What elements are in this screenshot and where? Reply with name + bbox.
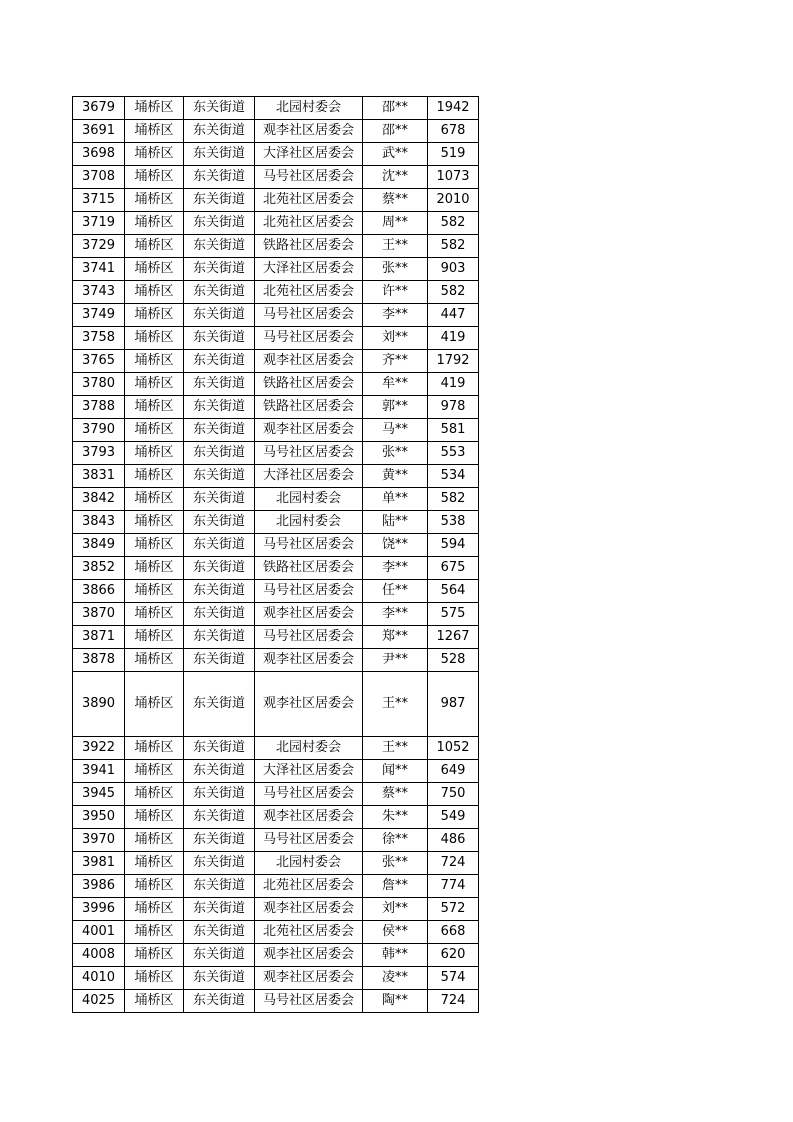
cell-district: 埇桥区	[125, 990, 184, 1013]
table-row	[73, 350, 479, 373]
cell-name: 闻**	[363, 760, 428, 783]
cell-committee: 观李社区居委会	[255, 649, 363, 672]
cell-amount: 668	[428, 921, 479, 944]
table-row	[73, 672, 479, 737]
cell-id: 3758	[73, 327, 125, 350]
cell-id: 3741	[73, 258, 125, 281]
cell-name: 周**	[363, 212, 428, 235]
cell-id: 3941	[73, 760, 125, 783]
cell-id: 4025	[73, 990, 125, 1013]
cell-street: 东关街道	[184, 760, 255, 783]
cell-name: 李**	[363, 603, 428, 626]
table-row	[73, 212, 479, 235]
cell-name: 陆**	[363, 511, 428, 534]
cell-name: 郭**	[363, 396, 428, 419]
cell-name: 邵**	[363, 97, 428, 120]
cell-district: 埇桥区	[125, 737, 184, 760]
cell-district: 埇桥区	[125, 852, 184, 875]
cell-name: 朱**	[363, 806, 428, 829]
cell-committee: 观李社区居委会	[255, 967, 363, 990]
table-row	[73, 944, 479, 967]
cell-committee: 北园村委会	[255, 852, 363, 875]
cell-name: 张**	[363, 852, 428, 875]
cell-amount: 582	[428, 281, 479, 304]
cell-district: 埇桥区	[125, 511, 184, 534]
cell-street: 东关街道	[184, 990, 255, 1013]
cell-district: 埇桥区	[125, 442, 184, 465]
cell-id: 3970	[73, 829, 125, 852]
cell-id: 3870	[73, 603, 125, 626]
cell-name: 刘**	[363, 898, 428, 921]
cell-id: 3793	[73, 442, 125, 465]
cell-district: 埇桥区	[125, 189, 184, 212]
cell-committee: 北苑社区居委会	[255, 189, 363, 212]
cell-amount: 582	[428, 212, 479, 235]
table-row	[73, 488, 479, 511]
cell-committee: 北苑社区居委会	[255, 875, 363, 898]
cell-name: 任**	[363, 580, 428, 603]
table-row	[73, 534, 479, 557]
cell-committee: 北苑社区居委会	[255, 212, 363, 235]
table-row	[73, 626, 479, 649]
cell-district: 埇桥区	[125, 898, 184, 921]
cell-name: 马**	[363, 419, 428, 442]
cell-district: 埇桥区	[125, 921, 184, 944]
cell-name: 蔡**	[363, 783, 428, 806]
cell-amount: 678	[428, 120, 479, 143]
cell-name: 牟**	[363, 373, 428, 396]
cell-committee: 马号社区居委会	[255, 166, 363, 189]
cell-committee: 马号社区居委会	[255, 626, 363, 649]
cell-id: 3788	[73, 396, 125, 419]
cell-district: 埇桥区	[125, 626, 184, 649]
cell-street: 东关街道	[184, 488, 255, 511]
cell-district: 埇桥区	[125, 258, 184, 281]
table-row	[73, 120, 479, 143]
cell-id: 3842	[73, 488, 125, 511]
table-row	[73, 373, 479, 396]
cell-street: 东关街道	[184, 649, 255, 672]
cell-committee: 铁路社区居委会	[255, 235, 363, 258]
cell-name: 徐**	[363, 829, 428, 852]
cell-amount: 528	[428, 649, 479, 672]
table-row	[73, 304, 479, 327]
cell-committee: 大泽社区居委会	[255, 465, 363, 488]
cell-district: 埇桥区	[125, 465, 184, 488]
cell-committee: 马号社区居委会	[255, 580, 363, 603]
cell-street: 东关街道	[184, 580, 255, 603]
cell-committee: 北苑社区居委会	[255, 921, 363, 944]
cell-district: 埇桥区	[125, 829, 184, 852]
cell-id: 3831	[73, 465, 125, 488]
table-row	[73, 737, 479, 760]
cell-amount: 620	[428, 944, 479, 967]
table-row	[73, 166, 479, 189]
cell-district: 埇桥区	[125, 783, 184, 806]
cell-district: 埇桥区	[125, 304, 184, 327]
table-row	[73, 783, 479, 806]
cell-committee: 观李社区居委会	[255, 806, 363, 829]
table-row	[73, 396, 479, 419]
cell-amount: 724	[428, 852, 479, 875]
cell-amount: 549	[428, 806, 479, 829]
table-row	[73, 281, 479, 304]
cell-street: 东关街道	[184, 603, 255, 626]
cell-amount: 564	[428, 580, 479, 603]
cell-street: 东关街道	[184, 783, 255, 806]
cell-district: 埇桥区	[125, 760, 184, 783]
cell-district: 埇桥区	[125, 143, 184, 166]
cell-district: 埇桥区	[125, 534, 184, 557]
cell-committee: 马号社区居委会	[255, 783, 363, 806]
cell-name: 许**	[363, 281, 428, 304]
cell-committee: 铁路社区居委会	[255, 557, 363, 580]
cell-street: 东关街道	[184, 534, 255, 557]
cell-name: 单**	[363, 488, 428, 511]
cell-id: 3679	[73, 97, 125, 120]
cell-name: 郑**	[363, 626, 428, 649]
cell-id: 3981	[73, 852, 125, 875]
cell-id: 3945	[73, 783, 125, 806]
cell-committee: 观李社区居委会	[255, 672, 363, 737]
cell-id: 3715	[73, 189, 125, 212]
cell-amount: 582	[428, 235, 479, 258]
cell-id: 3698	[73, 143, 125, 166]
table-row	[73, 442, 479, 465]
cell-id: 4010	[73, 967, 125, 990]
cell-id: 3996	[73, 898, 125, 921]
cell-id: 3922	[73, 737, 125, 760]
table-row	[73, 967, 479, 990]
cell-street: 东关街道	[184, 944, 255, 967]
table-row	[73, 143, 479, 166]
cell-id: 3729	[73, 235, 125, 258]
cell-amount: 419	[428, 327, 479, 350]
cell-name: 蔡**	[363, 189, 428, 212]
cell-amount: 1792	[428, 350, 479, 373]
table-row	[73, 557, 479, 580]
cell-street: 东关街道	[184, 511, 255, 534]
cell-amount: 978	[428, 396, 479, 419]
cell-committee: 北园村委会	[255, 511, 363, 534]
cell-street: 东关街道	[184, 465, 255, 488]
cell-street: 东关街道	[184, 967, 255, 990]
cell-street: 东关街道	[184, 97, 255, 120]
cell-street: 东关街道	[184, 350, 255, 373]
cell-id: 3878	[73, 649, 125, 672]
cell-amount: 582	[428, 488, 479, 511]
cell-amount: 750	[428, 783, 479, 806]
cell-name: 齐**	[363, 350, 428, 373]
cell-id: 3849	[73, 534, 125, 557]
cell-amount: 534	[428, 465, 479, 488]
cell-name: 饶**	[363, 534, 428, 557]
cell-street: 东关街道	[184, 235, 255, 258]
cell-name: 韩**	[363, 944, 428, 967]
cell-id: 3986	[73, 875, 125, 898]
cell-street: 东关街道	[184, 852, 255, 875]
cell-street: 东关街道	[184, 898, 255, 921]
cell-amount: 574	[428, 967, 479, 990]
cell-id: 4008	[73, 944, 125, 967]
table-row	[73, 258, 479, 281]
cell-name: 张**	[363, 258, 428, 281]
cell-amount: 447	[428, 304, 479, 327]
table-row	[73, 829, 479, 852]
cell-street: 东关街道	[184, 189, 255, 212]
cell-committee: 观李社区居委会	[255, 350, 363, 373]
cell-name: 王**	[363, 672, 428, 737]
table-row	[73, 511, 479, 534]
cell-name: 邵**	[363, 120, 428, 143]
table-row	[73, 419, 479, 442]
table-row	[73, 235, 479, 258]
cell-street: 东关街道	[184, 829, 255, 852]
table-row	[73, 921, 479, 944]
cell-amount: 572	[428, 898, 479, 921]
table-row	[73, 875, 479, 898]
cell-street: 东关街道	[184, 806, 255, 829]
cell-street: 东关街道	[184, 373, 255, 396]
cell-committee: 北苑社区居委会	[255, 281, 363, 304]
table-row	[73, 898, 479, 921]
cell-street: 东关街道	[184, 626, 255, 649]
cell-street: 东关街道	[184, 875, 255, 898]
cell-committee: 观李社区居委会	[255, 603, 363, 626]
cell-name: 詹**	[363, 875, 428, 898]
cell-name: 陶**	[363, 990, 428, 1013]
cell-id: 4001	[73, 921, 125, 944]
cell-district: 埇桥区	[125, 944, 184, 967]
table-row	[73, 990, 479, 1013]
cell-committee: 大泽社区居委会	[255, 760, 363, 783]
cell-id: 3790	[73, 419, 125, 442]
cell-amount: 538	[428, 511, 479, 534]
cell-amount: 2010	[428, 189, 479, 212]
cell-id: 3749	[73, 304, 125, 327]
cell-id: 3765	[73, 350, 125, 373]
cell-amount: 575	[428, 603, 479, 626]
cell-amount: 1052	[428, 737, 479, 760]
cell-district: 埇桥区	[125, 120, 184, 143]
cell-district: 埇桥区	[125, 580, 184, 603]
cell-street: 东关街道	[184, 212, 255, 235]
cell-amount: 594	[428, 534, 479, 557]
cell-street: 东关街道	[184, 120, 255, 143]
cell-name: 沈**	[363, 166, 428, 189]
cell-district: 埇桥区	[125, 967, 184, 990]
cell-district: 埇桥区	[125, 806, 184, 829]
cell-name: 尹**	[363, 649, 428, 672]
table-row	[73, 649, 479, 672]
cell-id: 3890	[73, 672, 125, 737]
cell-name: 李**	[363, 304, 428, 327]
cell-street: 东关街道	[184, 258, 255, 281]
cell-district: 埇桥区	[125, 672, 184, 737]
cell-amount: 774	[428, 875, 479, 898]
table-row	[73, 327, 479, 350]
cell-amount: 486	[428, 829, 479, 852]
cell-street: 东关街道	[184, 166, 255, 189]
cell-id: 3743	[73, 281, 125, 304]
cell-amount: 987	[428, 672, 479, 737]
cell-committee: 马号社区居委会	[255, 442, 363, 465]
cell-district: 埇桥区	[125, 373, 184, 396]
cell-committee: 北园村委会	[255, 737, 363, 760]
cell-district: 埇桥区	[125, 419, 184, 442]
cell-id: 3719	[73, 212, 125, 235]
cell-street: 东关街道	[184, 396, 255, 419]
cell-name: 李**	[363, 557, 428, 580]
cell-street: 东关街道	[184, 143, 255, 166]
cell-id: 3852	[73, 557, 125, 580]
cell-id: 3843	[73, 511, 125, 534]
cell-street: 东关街道	[184, 921, 255, 944]
cell-committee: 北园村委会	[255, 97, 363, 120]
cell-district: 埇桥区	[125, 603, 184, 626]
cell-street: 东关街道	[184, 281, 255, 304]
cell-name: 侯**	[363, 921, 428, 944]
cell-amount: 903	[428, 258, 479, 281]
cell-street: 东关街道	[184, 327, 255, 350]
cell-street: 东关街道	[184, 419, 255, 442]
cell-amount: 519	[428, 143, 479, 166]
cell-district: 埇桥区	[125, 235, 184, 258]
cell-committee: 马号社区居委会	[255, 534, 363, 557]
cell-street: 东关街道	[184, 737, 255, 760]
cell-amount: 1073	[428, 166, 479, 189]
cell-committee: 观李社区居委会	[255, 419, 363, 442]
cell-committee: 大泽社区居委会	[255, 143, 363, 166]
table-row	[73, 97, 479, 120]
cell-amount: 581	[428, 419, 479, 442]
cell-district: 埇桥区	[125, 166, 184, 189]
cell-amount: 1942	[428, 97, 479, 120]
cell-district: 埇桥区	[125, 97, 184, 120]
records-table	[72, 96, 479, 1013]
cell-amount: 675	[428, 557, 479, 580]
cell-name: 黄**	[363, 465, 428, 488]
cell-district: 埇桥区	[125, 649, 184, 672]
table-row	[73, 760, 479, 783]
cell-name: 张**	[363, 442, 428, 465]
cell-district: 埇桥区	[125, 875, 184, 898]
cell-committee: 观李社区居委会	[255, 944, 363, 967]
table-row	[73, 580, 479, 603]
table-body	[73, 97, 479, 1013]
cell-committee: 马号社区居委会	[255, 304, 363, 327]
table-row	[73, 806, 479, 829]
cell-committee: 北园村委会	[255, 488, 363, 511]
cell-name: 王**	[363, 737, 428, 760]
cell-id: 3871	[73, 626, 125, 649]
cell-id: 3708	[73, 166, 125, 189]
cell-amount: 649	[428, 760, 479, 783]
table-row	[73, 603, 479, 626]
cell-amount: 724	[428, 990, 479, 1013]
table-row	[73, 852, 479, 875]
cell-name: 凌**	[363, 967, 428, 990]
cell-name: 刘**	[363, 327, 428, 350]
table-row	[73, 189, 479, 212]
cell-district: 埇桥区	[125, 488, 184, 511]
cell-committee: 铁路社区居委会	[255, 373, 363, 396]
cell-committee: 马号社区居委会	[255, 327, 363, 350]
cell-committee: 大泽社区居委会	[255, 258, 363, 281]
cell-district: 埇桥区	[125, 327, 184, 350]
cell-amount: 419	[428, 373, 479, 396]
table-row	[73, 465, 479, 488]
cell-name: 武**	[363, 143, 428, 166]
cell-committee: 铁路社区居委会	[255, 396, 363, 419]
cell-street: 东关街道	[184, 672, 255, 737]
cell-district: 埇桥区	[125, 212, 184, 235]
cell-id: 3780	[73, 373, 125, 396]
cell-committee: 观李社区居委会	[255, 120, 363, 143]
cell-name: 王**	[363, 235, 428, 258]
cell-street: 东关街道	[184, 304, 255, 327]
cell-committee: 马号社区居委会	[255, 990, 363, 1013]
cell-amount: 553	[428, 442, 479, 465]
cell-committee: 马号社区居委会	[255, 829, 363, 852]
cell-id: 3950	[73, 806, 125, 829]
cell-street: 东关街道	[184, 557, 255, 580]
cell-committee: 观李社区居委会	[255, 898, 363, 921]
cell-id: 3866	[73, 580, 125, 603]
cell-id: 3691	[73, 120, 125, 143]
cell-district: 埇桥区	[125, 281, 184, 304]
cell-district: 埇桥区	[125, 350, 184, 373]
cell-amount: 1267	[428, 626, 479, 649]
cell-district: 埇桥区	[125, 396, 184, 419]
cell-street: 东关街道	[184, 442, 255, 465]
cell-district: 埇桥区	[125, 557, 184, 580]
